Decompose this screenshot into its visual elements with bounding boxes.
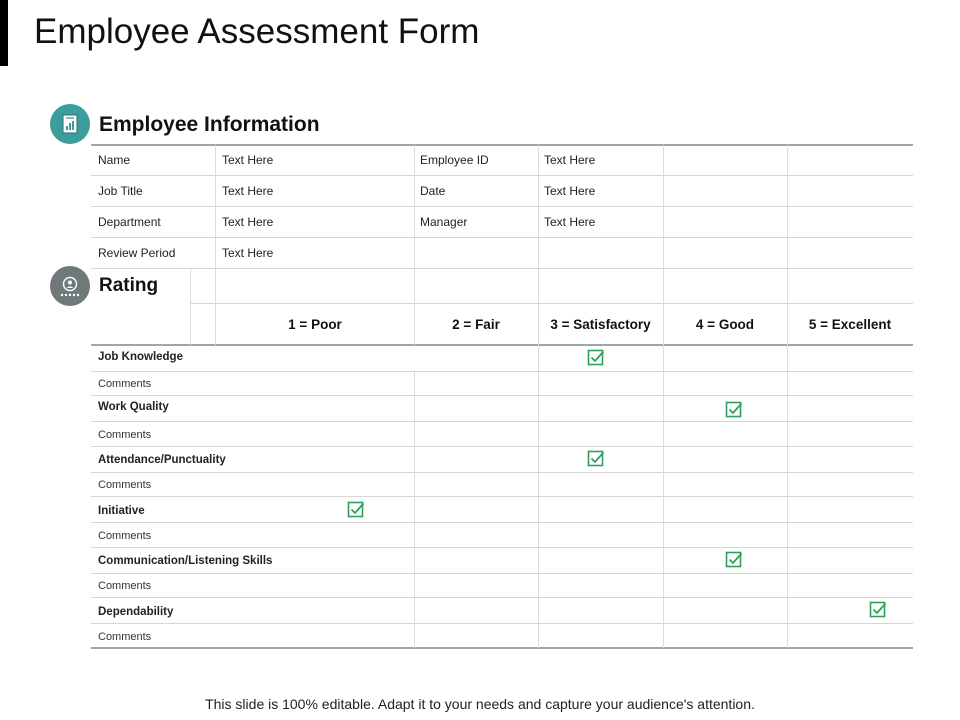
info-label-employee-id: Employee ID xyxy=(420,153,489,167)
info-label-department: Department xyxy=(98,215,161,229)
comments-field[interactable]: Comments xyxy=(98,530,152,542)
row-divider xyxy=(91,496,913,497)
criterion-attendance-punctuality: Attendance/Punctuality xyxy=(98,454,226,466)
info-label-name: Name xyxy=(98,153,131,167)
rating-check-dependability[interactable] xyxy=(869,601,887,619)
info-label-job-title: Job Title xyxy=(98,184,143,198)
row-divider xyxy=(91,573,913,574)
criterion-dependability: Dependability xyxy=(98,606,174,618)
row-divider xyxy=(91,547,913,548)
info-label-manager: Manager xyxy=(420,215,468,229)
rating-check-work-quality[interactable] xyxy=(725,401,743,419)
comments-field[interactable]: Comments xyxy=(98,580,152,592)
row-divider xyxy=(91,522,913,523)
info-value-date[interactable]: Text Here xyxy=(544,184,596,198)
column-divider xyxy=(414,145,415,345)
scale-poor: 1 = Poor xyxy=(288,317,342,332)
row-divider xyxy=(91,395,913,396)
criterion-job-knowledge: Job Knowledge xyxy=(98,351,183,363)
page-title: Employee Assessment Form xyxy=(34,12,480,51)
column-divider xyxy=(414,372,415,648)
scale-good: 4 = Good xyxy=(695,317,755,332)
info-value-job-title[interactable]: Text Here xyxy=(222,184,274,198)
accent-bar xyxy=(0,0,8,66)
scale-fair: 2 = Fair xyxy=(452,317,500,332)
column-divider xyxy=(215,269,216,345)
info-value-name[interactable]: Text Here xyxy=(222,153,274,167)
criterion-work-quality: Work Quality xyxy=(98,401,169,413)
info-value-review-period[interactable]: Text Here xyxy=(222,246,274,260)
info-value-department[interactable]: Text Here xyxy=(222,215,274,229)
comments-field[interactable]: Comments xyxy=(98,631,152,643)
row-divider xyxy=(91,446,913,447)
row-divider xyxy=(91,421,913,422)
column-divider xyxy=(190,269,191,345)
info-label-review-period: Review Period xyxy=(98,246,176,260)
rating-check-communication-listening-skills[interactable] xyxy=(725,551,743,569)
table-bottom-border xyxy=(91,647,913,649)
column-divider xyxy=(663,145,664,648)
rating-check-job-knowledge[interactable] xyxy=(587,349,605,367)
scale-excellent: 5 = Excellent xyxy=(808,317,892,332)
row-divider xyxy=(91,371,913,372)
column-divider xyxy=(215,145,216,269)
info-value-employee-id[interactable]: Text Here xyxy=(544,153,596,167)
scale-satisfactory: 3 = Satisfactory xyxy=(550,317,651,332)
user-rating-icon xyxy=(50,266,90,306)
comments-field[interactable]: Comments xyxy=(98,479,152,491)
row-divider xyxy=(91,623,913,624)
footer-note: This slide is 100% editable. Adapt it to your needs and capture your audience's attention. xyxy=(205,696,755,712)
criterion-initiative: Initiative xyxy=(98,505,145,517)
rating-heading: Rating xyxy=(99,275,159,296)
row-divider xyxy=(190,303,913,304)
column-divider xyxy=(538,145,539,648)
employee-information-heading: Employee Information xyxy=(99,113,320,136)
row-divider xyxy=(91,597,913,598)
info-value-manager[interactable]: Text Here xyxy=(544,215,596,229)
comments-field[interactable]: Comments xyxy=(98,429,152,441)
criterion-communication-listening-skills: Communication/Listening Skills xyxy=(98,555,273,567)
info-label-date: Date xyxy=(420,184,446,198)
comments-field[interactable]: Comments xyxy=(98,378,152,390)
rating-check-initiative[interactable] xyxy=(347,501,365,519)
row-divider xyxy=(91,472,913,473)
document-chart-icon xyxy=(50,104,90,144)
column-divider xyxy=(787,145,788,648)
rating-check-attendance-punctuality[interactable] xyxy=(587,450,605,468)
